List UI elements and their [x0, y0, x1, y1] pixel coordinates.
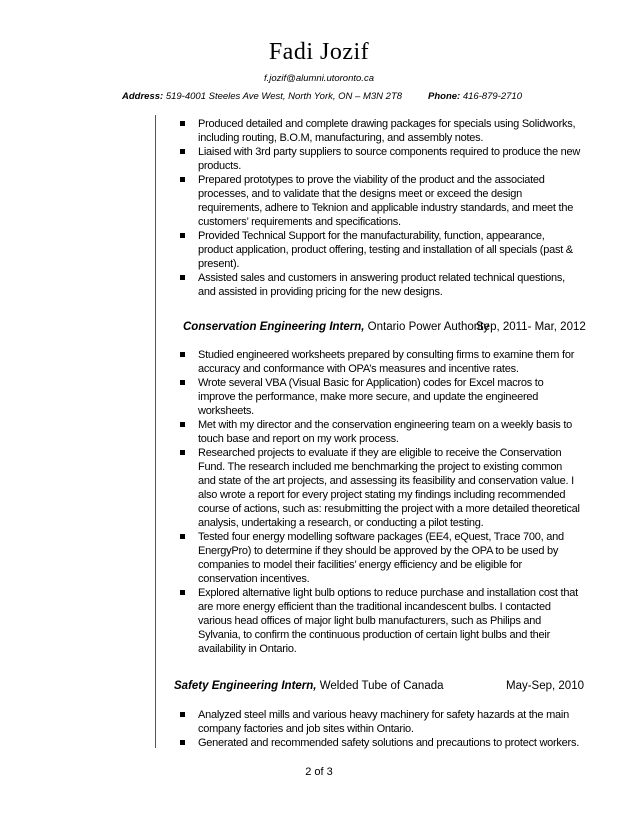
bullet-text-line: products. — [198, 160, 241, 172]
bullet-square-icon — [180, 740, 185, 745]
section1-bullet-list — [0, 117, 638, 299]
bullet-text-line: companies to model their facilities’ energy efficiency and be eligible for — [198, 559, 522, 571]
bullet-text-line: processes, and to validate that the designs meet or exceed the design — [198, 188, 522, 200]
bullet-text-line: customers’ requirements and specifications. — [198, 216, 401, 228]
bullet-square-icon — [180, 534, 185, 539]
job-heading-conservation — [183, 320, 489, 334]
bullet-text-line: Studied engineered worksheets prepared by consulting firms to examine them for — [198, 349, 575, 361]
job-dates: Sep, 2011- Mar, 2012 — [476, 321, 586, 333]
bullet-square-icon — [180, 712, 185, 717]
bullet-text-line: Tested four energy modelling software packages (EE4, eQuest, Trace 700, and — [198, 531, 564, 543]
bullet-text-line: conservation incentives. — [198, 573, 310, 585]
bullet-text-line: also wrote a report for every project stating my findings including recommended — [198, 489, 566, 501]
bullet-text-line: Assisted sales and customers in answering product related technical questions, — [198, 272, 565, 284]
bullet-text-line: Analyzed steel mills and various heavy machinery for safety hazards at the main — [198, 709, 569, 721]
bullet-square-icon — [180, 380, 185, 385]
bullet-text-line: Fund. The research included me benchmarking the project to existing common — [198, 461, 563, 473]
bullet-square-icon — [180, 121, 185, 126]
bullet-item — [0, 376, 578, 418]
bullet-text-line: touch base and report on my work process. — [198, 433, 399, 445]
job-title: Conservation Engineering Intern, — [183, 321, 365, 333]
bullet-item — [0, 736, 578, 750]
bullet-text-line: EnergyPro) to determine if they should be approved by the OPA to be used by — [198, 545, 559, 557]
bullet-text-line: Met with my director and the conservation engineering team on a weekly basis to — [198, 419, 573, 431]
bullet-square-icon — [180, 275, 185, 280]
job-company: Welded Tube of Canada — [316, 680, 444, 692]
phone-value: 416-879-2710 — [460, 91, 523, 102]
bullet-square-icon — [180, 450, 185, 455]
bullet-item — [0, 145, 581, 173]
job-title: Safety Engineering Intern, — [174, 680, 317, 692]
bullet-text-line: are more energy efficient than the traditional incandescent bulbs. I contacted — [198, 601, 551, 613]
bullet-text-line: Sylvania, to confirm the continuous production of certain light bulbs and their — [198, 629, 551, 641]
bullet-square-icon — [180, 422, 185, 427]
bullet-text-line: Explored alternative light bulb options to reduce purchase and installation cost that — [198, 587, 578, 599]
bullet-item — [0, 229, 578, 271]
bullet-item — [0, 586, 578, 656]
bullet-square-icon — [180, 352, 185, 357]
address-value: 519-4001 Steeles Ave West, North York, ON – M3N 2T8 — [163, 91, 403, 102]
bullet-text-line: Prepared prototypes to prove the viability of the product and the associated — [198, 174, 545, 186]
phone-line — [428, 91, 522, 103]
bullet-text-line: various head offices of major light bulb manufacturers, such as Philips and — [198, 615, 542, 627]
bullet-item — [0, 117, 578, 145]
bullet-item — [0, 173, 578, 229]
bullet-text-line: product application, product offering, testing and installation of all specials (past & — [198, 244, 573, 256]
bullet-text-line: Produced detailed and complete drawing packages for specials using Solidworks, — [198, 118, 576, 130]
address-label: Address: — [122, 91, 164, 102]
job-heading-safety — [174, 679, 444, 693]
job-dates: May-Sep, 2010 — [506, 680, 584, 692]
bullet-text-line: accuracy and conformance with OPA’s measures and incentive rates. — [198, 363, 519, 375]
bullet-text-line: company factories and job sites within Ontario. — [198, 723, 414, 735]
bullet-text-line: and assisted in providing pricing for the new designs. — [198, 286, 443, 298]
bullet-text-line: Generated and recommended safety solutions and precautions to protect workers. — [198, 737, 580, 749]
page-number: 2 of 3 — [305, 766, 333, 778]
job-company: Ontario Power Authority — [364, 321, 490, 333]
bullet-item — [0, 446, 578, 530]
bullet-square-icon — [180, 177, 185, 182]
bullet-item — [0, 271, 578, 299]
address-line — [122, 91, 402, 103]
bullet-square-icon — [180, 149, 185, 154]
bullet-text-line: worksheets. — [198, 405, 254, 417]
bullet-item — [0, 530, 578, 586]
bullet-text-line: requirements, adhere to Teknion and applicable industry standards, and meet the — [198, 202, 574, 214]
bullet-text-line: course of actions, such as: resubmitting the project with a more detailed theoretical — [198, 503, 580, 515]
bullet-square-icon — [180, 590, 185, 595]
bullet-text-line: present). — [198, 258, 240, 270]
job2-bullet-list — [0, 348, 638, 656]
bullet-item — [0, 418, 578, 446]
bullet-text-line: availability in Ontario. — [198, 643, 297, 655]
bullet-item — [0, 708, 578, 736]
candidate-name: Fadi Jozif — [268, 39, 370, 65]
bullet-text-line: including routing, B.O.M, manufacturing, and assembly notes. — [198, 132, 484, 144]
bullet-text-line: Wrote several VBA (Visual Basic for Application) codes for Excel macros to — [198, 377, 544, 389]
bullet-text-line: Provided Technical Support for the manufacturability, function, appearance, — [198, 230, 545, 242]
phone-label: Phone: — [428, 91, 461, 102]
bullet-text-line: analysis, undertaking a research, or conducting a pilot testing. — [198, 517, 484, 529]
bullet-text-line: Researched projects to evaluate if they are eligible to receive the Conservation — [198, 447, 562, 459]
bullet-text-line: Liaised with 3rd party suppliers to source components required to produce the new — [198, 146, 581, 158]
bullet-square-icon — [180, 233, 185, 238]
bullet-text-line: and state of the art projects, and assessing its feasibility and conservation value. I — [198, 475, 574, 487]
email-address: f.jozif@alumni.utoronto.ca — [264, 73, 374, 84]
bullet-text-line: improve the performance, make more secure, and update the engineered — [198, 391, 539, 403]
bullet-item — [0, 348, 578, 376]
job3-bullet-list — [0, 708, 638, 750]
